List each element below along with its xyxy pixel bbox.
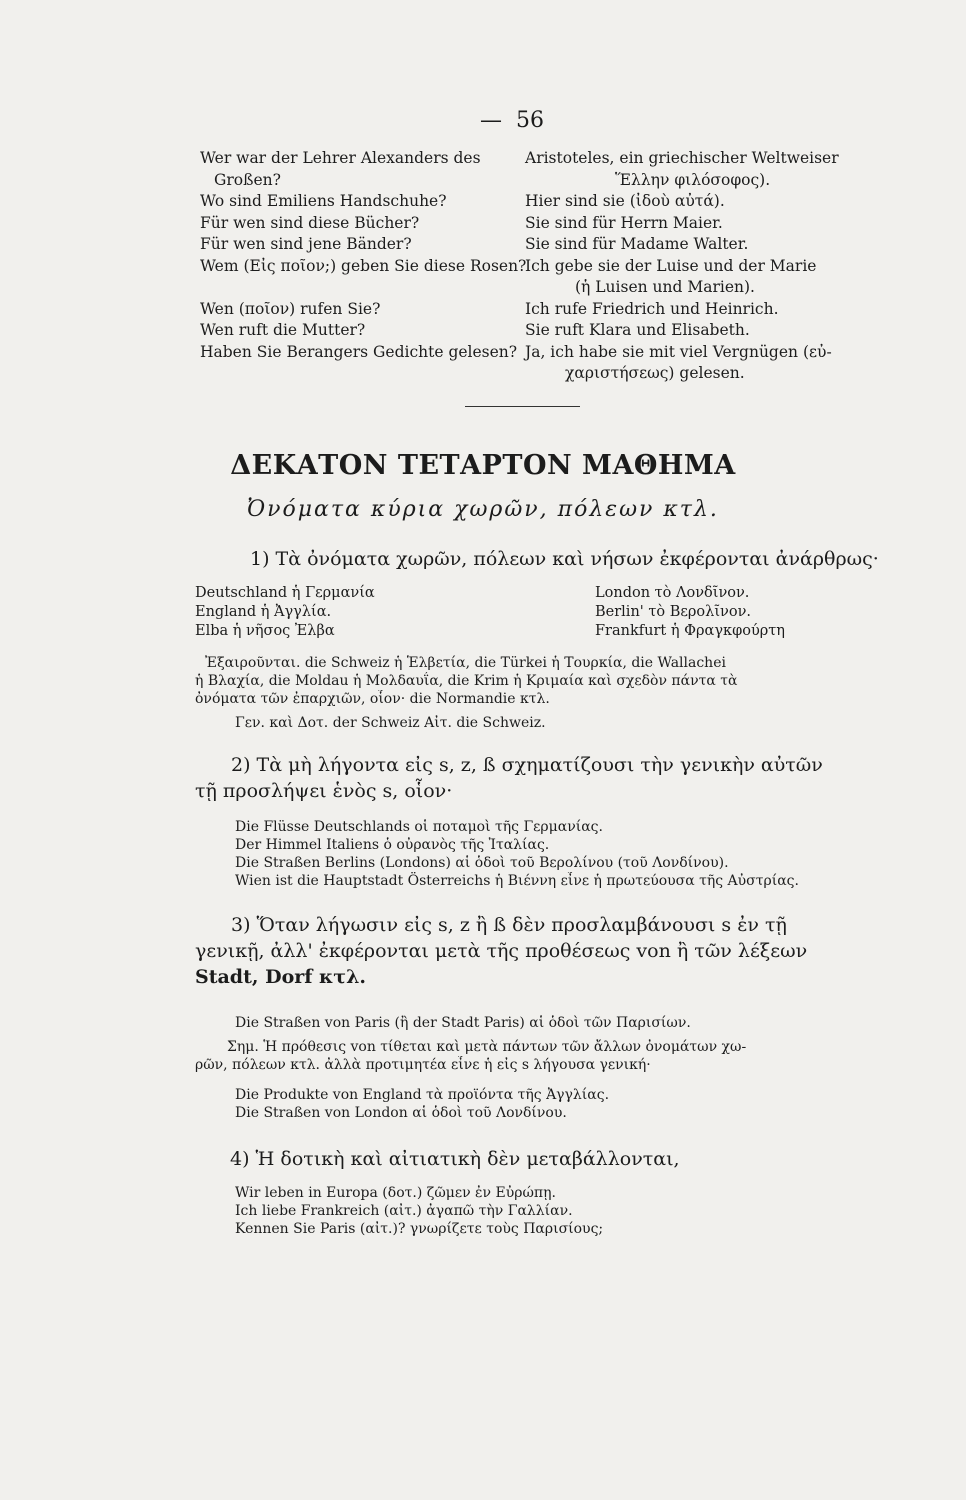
left-column-questions	[200, 148, 527, 363]
exception-line: ὀνόματα τῶν ἐπαρχιῶν, οἷον· die Normandie κτλ.	[195, 691, 550, 707]
section-divider	[465, 406, 580, 407]
question-line: Für wen sind diese Bücher?	[200, 213, 420, 232]
rule-line: τῇ προσλήψει ἑνὸς s, οἷον·	[195, 780, 453, 802]
answer-line: Ja, ich habe sie mit viel Vergnügen (εὐ-	[525, 342, 832, 361]
exception-line: Γεν. καὶ Δοτ. der Schweiz Αἰτ. die Schweiz.	[235, 715, 546, 731]
right-column-answers	[525, 148, 850, 385]
rule-3-example	[195, 1014, 850, 1032]
rule-2-examples	[195, 818, 850, 890]
question-line: Großen?	[214, 170, 281, 189]
question-line: Wo sind Emiliens Handschuhe?	[200, 192, 447, 210]
rule-line: γενικῇ, ἀλλ' ἐκφέρονται μετὰ τῆς προθέσεως von ἢ τῶν λέξεων	[195, 940, 808, 962]
example-line: Die Straßen von London αἱ ὁδοὶ τοῦ Λονδίνου.	[235, 1105, 567, 1121]
note-paragraph	[195, 1038, 850, 1074]
answer-line: Sie sind für Herrn Maier.	[525, 213, 723, 232]
page-dash: —	[480, 108, 502, 133]
rule-2	[195, 752, 850, 804]
examples-right	[595, 584, 855, 641]
examples-left	[195, 584, 525, 641]
example-line: London τὸ Λονδῖνον.	[595, 585, 750, 601]
example-line: Kennen Sie Paris (αἰτ.)? γνωρίζετε τοὺς Παρισίους;	[235, 1221, 604, 1237]
note-line: Σημ. Ἡ πρόθεσις von τίθεται καὶ μετὰ πάντων τῶν ἄλλων ὀνομάτων χω-	[227, 1039, 747, 1055]
example-line: England ἡ Ἀγγλία.	[195, 604, 332, 620]
example-line: Elba ἡ νῆσος Ἐλβα	[195, 623, 335, 639]
exceptions-paragraph	[195, 654, 850, 732]
lesson-subheading: Ὀνόματα κύρια χωρῶν, πόλεων κτλ.	[247, 497, 719, 522]
question-line: Wen ruft die Mutter?	[200, 321, 366, 339]
note-examples	[195, 1086, 850, 1122]
rule-4: 4) Ἡ δοτικὴ καὶ αἰτιατικὴ δὲν μεταβάλλονται,	[230, 1148, 680, 1170]
question-line: Wen (ποῖον) rufen Sie?	[200, 299, 381, 318]
question-line: Wem (Εἰς ποῖον;) geben Sie diese Rosen?	[200, 256, 527, 275]
example-line: Deutschland ἡ Γερμανία	[195, 585, 375, 601]
note-line: ρῶν, πόλεων κτλ. ἀλλὰ προτιμητέα εἶνε ἡ εἰς s λήγουσα γενική·	[195, 1057, 651, 1073]
rule-line: 3) Ὅταν λήγωσιν εἰς s, z ἢ ß δὲν προσλαμβάνουσι s ἐν τῇ	[231, 914, 787, 936]
answer-line: Ἕλλην φιλόσοφος).	[615, 170, 771, 189]
answer-line: Sie sind für Madame Walter.	[525, 235, 749, 253]
lesson-heading: ΔΕΚΑΤΟΝ ΤΕΤΑΡΤΟΝ ΜΑΘΗΜΑ	[230, 450, 736, 481]
answer-line: (ἡ Luisen und Marien).	[575, 278, 755, 296]
example-line: Die Flüsse Deutschlands οἱ ποταμοὶ τῆς Γερμανίας.	[235, 819, 603, 835]
page-number	[480, 108, 544, 133]
example-line: Berlin' τὸ Βερολῖνον.	[595, 604, 752, 620]
example-line: Die Straßen von Paris (ἢ der Stadt Paris) αἱ ὁδοὶ τῶν Παρισίων.	[235, 1015, 691, 1031]
answer-line: Aristoteles, ein griechischer Weltweiser	[525, 149, 839, 167]
rule-3	[195, 912, 850, 990]
spacer	[200, 277, 518, 299]
question-line: Haben Sie Berangers Gedichte gelesen?	[200, 342, 518, 361]
answer-line: χαριστήσεως) gelesen.	[565, 364, 745, 382]
example-line: Wir leben in Europa (δοτ.) ζῶμεν ἐν Εὐρώπῃ.	[235, 1185, 556, 1201]
example-line: Wien ist die Hauptstadt Österreichs ἡ Βιέννη εἶνε ἡ πρωτεύουσα τῆς Αὐστρίας.	[235, 873, 799, 889]
rule-line: 2) Τὰ μὴ λήγοντα εἰς s, z, ß σχηματίζουσι τὴν γενικὴν αὐτῶν	[231, 754, 823, 776]
rule-1: 1) Τὰ ὀνόματα χωρῶν, πόλεων καὶ νήσων ἐκφέρονται ἀνάρθρως·	[250, 548, 879, 570]
rule-4-examples	[195, 1184, 850, 1238]
example-line: Frankfurt ἡ Φραγκφούρτη	[595, 623, 785, 639]
exception-line: ἡ Βλαχία, die Moldau ἡ Μολδαυΐα, die Krim ἡ Κριμαία καὶ σχεδὸν πάντα τὰ	[195, 673, 738, 689]
example-line: Die Straßen Berlins (Londons) αἱ ὁδοὶ τοῦ Βερολίνου (τοῦ Λονδίνου).	[235, 855, 729, 871]
question-line: Wer war der Lehrer Alexanders des	[200, 149, 481, 167]
exception-line: Ἐξαιροῦνται. die Schweiz ἡ Ἑλβετία, die Türkei ἡ Τουρκία, die Wallachei	[205, 655, 726, 671]
example-line: Die Produkte von England τὰ προϊόντα τῆς Ἀγγλίας.	[235, 1087, 610, 1103]
example-line: Ich liebe Frankreich (αἰτ.) ἀγαπῶ τὴν Γαλλίαν.	[235, 1203, 573, 1219]
answer-line: Sie ruft Klara und Elisabeth.	[525, 321, 750, 339]
answer-line: Ich rufe Friedrich und Heinrich.	[525, 299, 779, 318]
answer-line: Ich gebe sie der Luise und der Marie	[525, 256, 817, 275]
rule-line: Stadt, Dorf κτλ.	[195, 966, 367, 988]
page-number-text: 56	[516, 108, 544, 133]
answer-line: Hier sind sie (ἰδοὺ αὐτά).	[525, 192, 725, 210]
example-line: Der Himmel Italiens ὁ οὐρανὸς τῆς Ἰταλίας.	[235, 837, 550, 853]
question-line: Für wen sind jene Bänder?	[200, 235, 412, 253]
